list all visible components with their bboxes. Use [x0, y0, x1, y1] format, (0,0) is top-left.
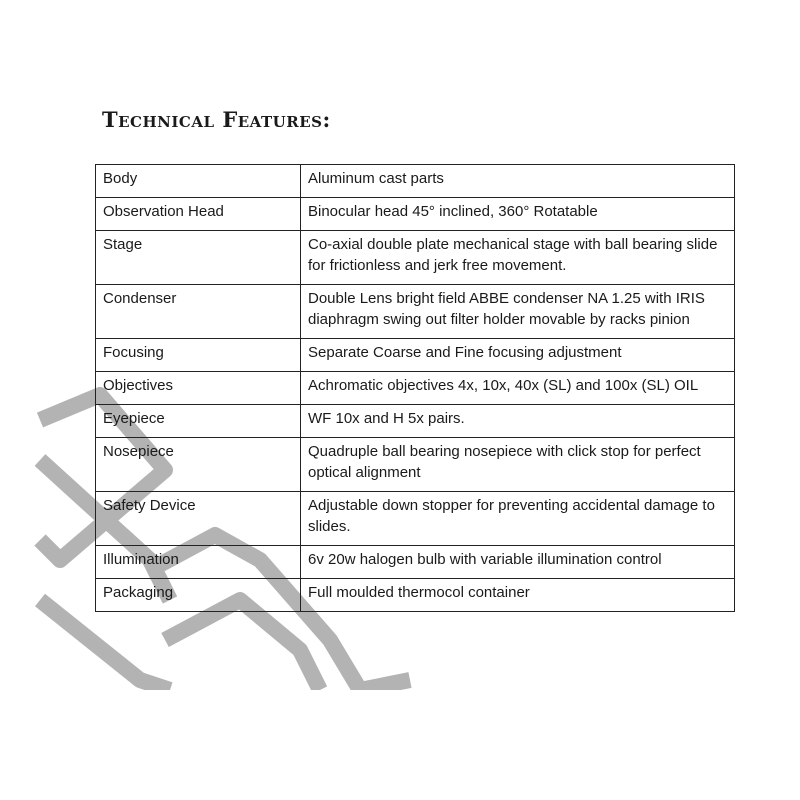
feature-value: Aluminum cast parts — [301, 165, 735, 198]
feature-label: Safety Device — [96, 492, 301, 546]
feature-label: Focusing — [96, 339, 301, 372]
feature-value: Quadruple ball bearing nosepiece with click stop for perfect optical alignment — [301, 438, 735, 492]
table-row — [96, 405, 735, 438]
table-row — [96, 546, 735, 579]
table-row — [96, 438, 735, 492]
feature-label: Condenser — [96, 285, 301, 339]
feature-label: Observation Head — [96, 198, 301, 231]
feature-value: Separate Coarse and Fine focusing adjustment — [301, 339, 735, 372]
table-row — [96, 165, 735, 198]
feature-value: 6v 20w halogen bulb with variable illumination control — [301, 546, 735, 579]
feature-label: Stage — [96, 231, 301, 285]
table-row — [96, 285, 735, 339]
feature-label: Illumination — [96, 546, 301, 579]
feature-label: Eyepiece — [96, 405, 301, 438]
feature-value: Adjustable down stopper for preventing accidental damage to slides. — [301, 492, 735, 546]
table-row — [96, 339, 735, 372]
table-row — [96, 198, 735, 231]
feature-label: Nosepiece — [96, 438, 301, 492]
table-row — [96, 579, 735, 612]
feature-value: Achromatic objectives 4x, 10x, 40x (SL) and 100x (SL) OIL — [301, 372, 735, 405]
table-row — [96, 372, 735, 405]
feature-label: Body — [96, 165, 301, 198]
feature-value: Binocular head 45° inclined, 360° Rotatable — [301, 198, 735, 231]
feature-label: Objectives — [96, 372, 301, 405]
feature-value: Double Lens bright field ABBE condenser NA 1.25 with IRIS diaphragm swing out filter holder movable by racks pinion — [301, 285, 735, 339]
feature-value: Co-axial double plate mechanical stage with ball bearing slide for frictionless and jerk free movement. — [301, 231, 735, 285]
feature-value: Full moulded thermocol container — [301, 579, 735, 612]
feature-label: Packaging — [96, 579, 301, 612]
technical-features-table — [95, 164, 735, 612]
table-row — [96, 231, 735, 285]
page-title: Technical Features: — [102, 107, 331, 132]
table-row — [96, 492, 735, 546]
feature-value: WF 10x and H 5x pairs. — [301, 405, 735, 438]
